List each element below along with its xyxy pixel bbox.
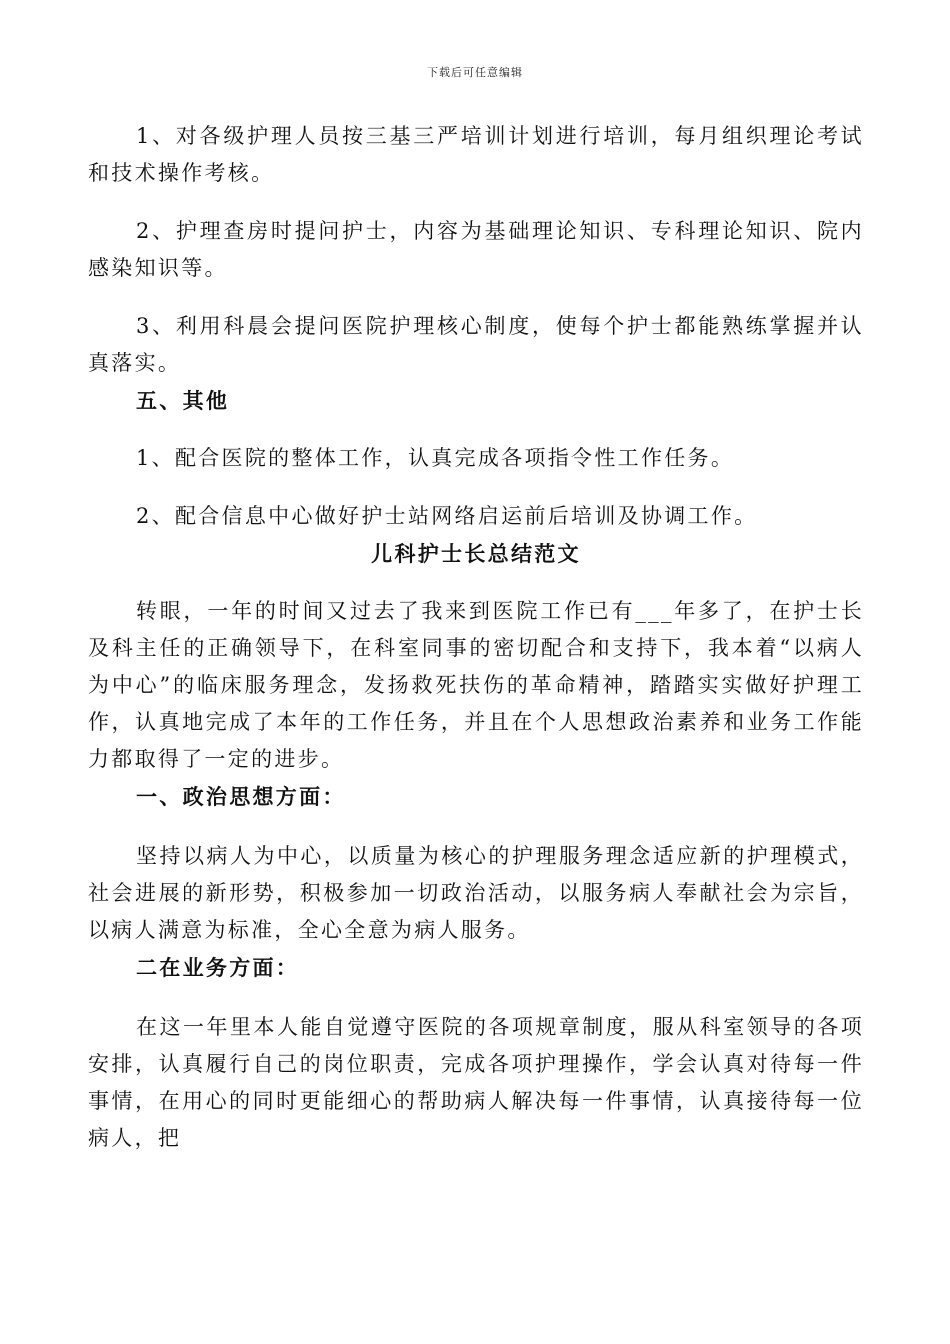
paragraph-training: 1、对各级护理人员按三基三严培训计划进行培训，每月组织理论考试和技术操作考核。: [88, 124, 864, 185]
paragraph-hospital-work: 1、配合医院的整体工作，认真完成各项指令性工作任务。: [136, 446, 735, 470]
paragraph-political: 坚持以病人为中心，以质量为核心的护理服务理念适应新的护理模式，社会进展的新形势，积极参加一切政治活动，以服务病人奉献社会为宗旨，以病人满意为标准，全心全意为病人服务。: [88, 844, 864, 942]
paragraph-info-center: 2、配合信息中心做好护士站网络启运前后培训及协调工作。: [136, 504, 758, 528]
paragraph-business: 在这一年里本人能自觉遵守医院的各项规章制度，服从科室领导的各项安排，认真履行自己的岗位职责，完成各项护理操作，学会认真对待每一件事情，在用心的同时更能细心的帮助病人解决每一件事情，认真接待每一位病人，把: [88, 1015, 864, 1150]
heading-business: 二在业务方面：: [136, 955, 300, 980]
document-title: 儿科护士长总结范文: [371, 541, 581, 566]
heading-political: 一、政治思想方面：: [136, 784, 346, 809]
document-body: [88, 118, 864, 1157]
paragraph-ward-round: 2、护理查房时提问护士，内容为基础理论知识、专科理论知识、院内感染知识等。: [88, 219, 864, 280]
paragraph-intro: 转眼，一年的时间又过去了我来到医院工作已有___年多了，在护士长及科主任的正确领导下，在科室同事的密切配合和支持下，我本着“以病人为中心”的临床服务理念，发扬救死扶伤的革命精神，踏踏实实做好护理工作，认真地完成了本年的工作任务，并且在个人思想政治素养和业务工作能力都取得了一定的进步。: [88, 599, 864, 771]
heading-others: 五、其他: [136, 388, 230, 413]
paragraph-morning-meeting: 3、利用科晨会提问医院护理核心制度，使每个护士都能熟练掌握并认真落实。: [88, 314, 864, 375]
page-header: 下载后可任意编辑: [427, 66, 523, 79]
